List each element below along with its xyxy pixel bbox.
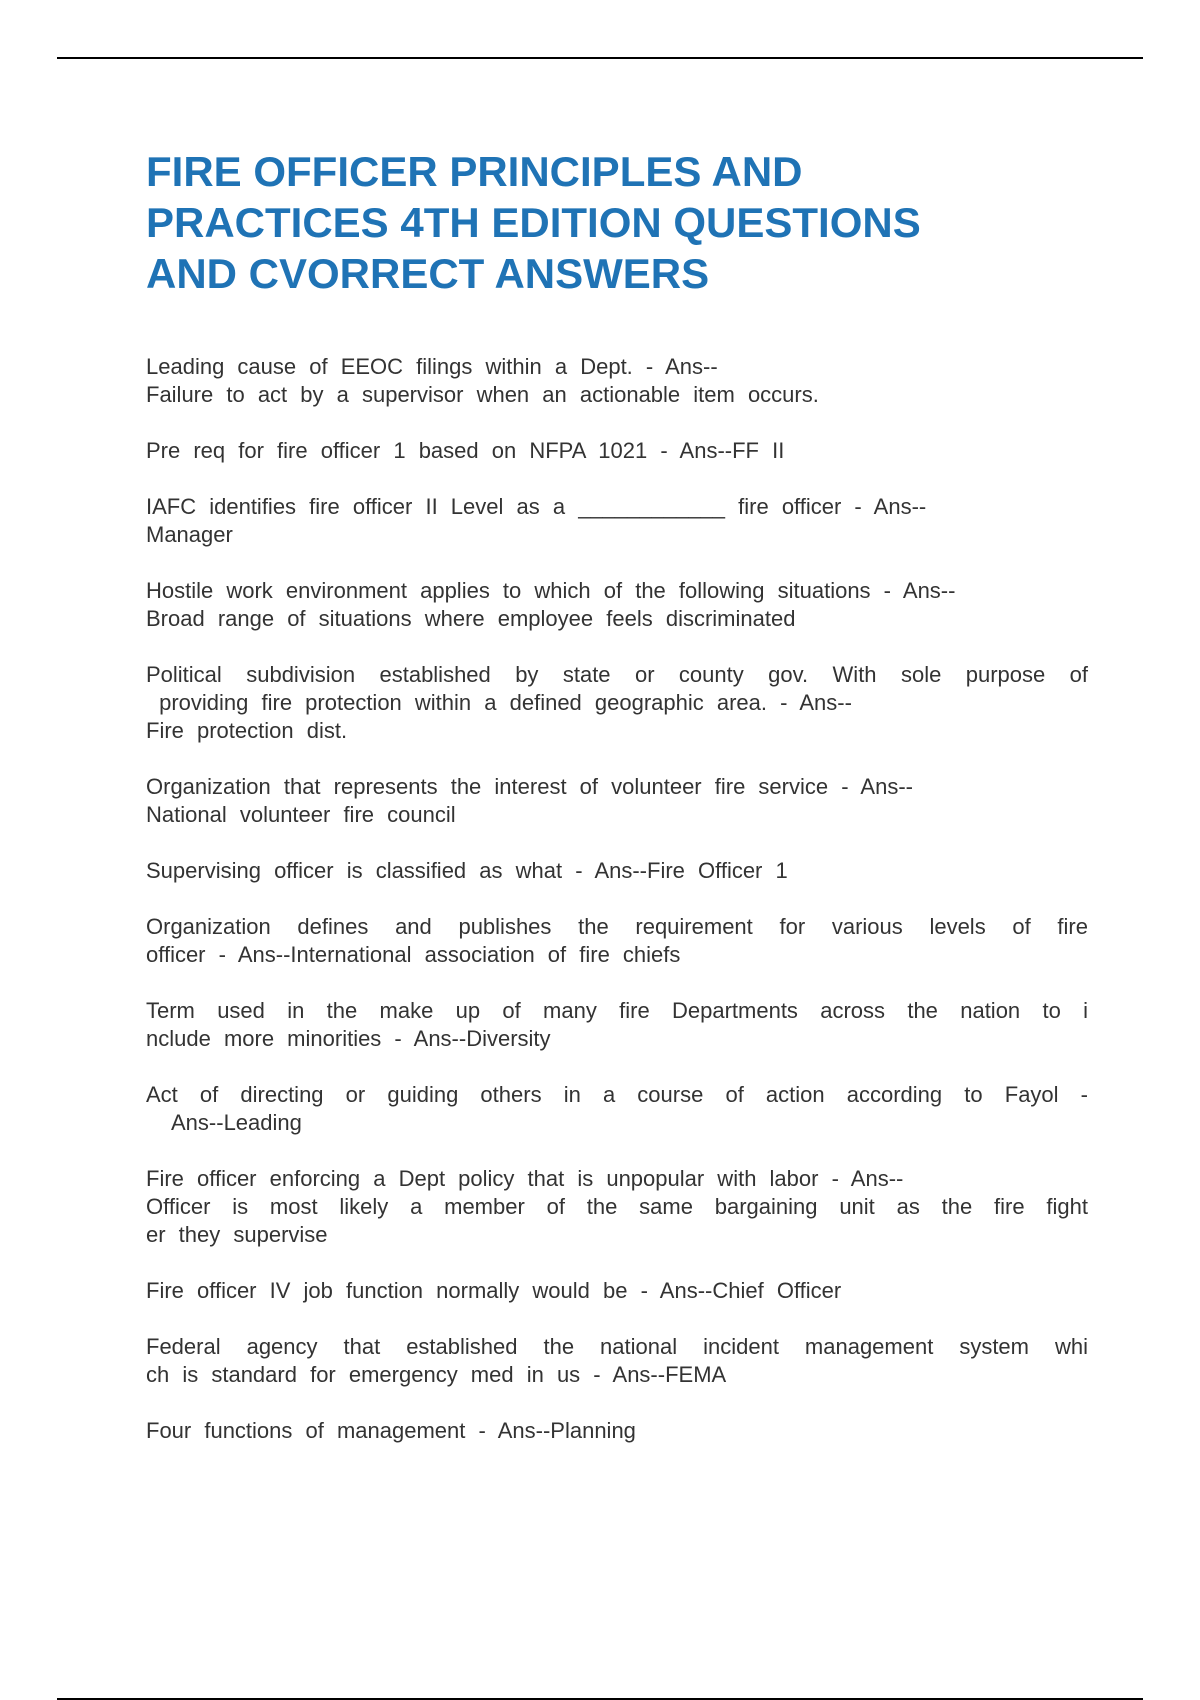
qa-list bbox=[146, 353, 1088, 1473]
qa-item bbox=[146, 773, 1088, 829]
top-rule bbox=[57, 57, 1143, 59]
qa-item bbox=[146, 997, 1088, 1053]
qa-item bbox=[146, 1333, 1088, 1389]
qa-line: Hostile work environment applies to which of the following situations - Ans-- bbox=[146, 578, 956, 603]
qa-line: Four functions of management - Ans--Planning bbox=[146, 1418, 636, 1443]
title-line: FIRE OFFICER PRINCIPLES AND bbox=[146, 148, 803, 195]
qa-line: Pre req for fire officer 1 based on NFPA 1021 - Ans--FF II bbox=[146, 438, 785, 463]
qa-item bbox=[146, 1277, 1088, 1305]
qa-item bbox=[146, 577, 1088, 633]
qa-line: providing fire protection within a defined geographic area. - Ans-- bbox=[146, 690, 852, 715]
qa-line: Broad range of situations where employee feels discriminated bbox=[146, 606, 796, 631]
qa-line: er they supervise bbox=[146, 1222, 328, 1247]
qa-item bbox=[146, 913, 1088, 969]
qa-line: Manager bbox=[146, 522, 233, 547]
qa-item bbox=[146, 857, 1088, 885]
qa-line: officer - Ans--International association of fire chiefs bbox=[146, 942, 681, 967]
qa-item bbox=[146, 1081, 1088, 1137]
qa-item bbox=[146, 1165, 1088, 1249]
qa-item bbox=[146, 353, 1088, 409]
qa-line: Supervising officer is classified as what - Ans--Fire Officer 1 bbox=[146, 858, 788, 883]
qa-line: Federal agency that established the national incident management system whi bbox=[146, 1334, 1088, 1359]
qa-line: Fire officer IV job function normally would be - Ans--Chief Officer bbox=[146, 1278, 842, 1303]
qa-item bbox=[146, 661, 1088, 745]
qa-line: ch is standard for emergency med in us - Ans--FEMA bbox=[146, 1362, 727, 1387]
title-line: PRACTICES 4TH EDITION QUESTIONS bbox=[146, 199, 921, 246]
qa-line: Organization defines and publishes the requirement for various levels of fire bbox=[146, 914, 1088, 939]
document-title bbox=[146, 146, 1046, 299]
qa-line: Fire protection dist. bbox=[146, 718, 348, 743]
qa-line: Organization that represents the interest of volunteer fire service - Ans-- bbox=[146, 774, 913, 799]
qa-item bbox=[146, 1417, 1088, 1445]
qa-line: Officer is most likely a member of the same bargaining unit as the fire fight bbox=[146, 1194, 1088, 1219]
qa-line: Ans--Leading bbox=[146, 1110, 302, 1135]
qa-line: IAFC identifies fire officer II Level as a ____________ fire officer - Ans-- bbox=[146, 494, 927, 519]
qa-line: Leading cause of EEOC filings within a Dept. - Ans-- bbox=[146, 354, 718, 379]
qa-item bbox=[146, 437, 1088, 465]
qa-line: Political subdivision established by state or county gov. With sole purpose of bbox=[146, 662, 1088, 687]
qa-line: Act of directing or guiding others in a course of action according to Fayol - bbox=[146, 1082, 1088, 1107]
title-line: AND CVORRECT ANSWERS bbox=[146, 250, 710, 297]
qa-line: National volunteer fire council bbox=[146, 802, 456, 827]
qa-line: Term used in the make up of many fire Departments across the nation to i bbox=[146, 998, 1088, 1023]
qa-line: Fire officer enforcing a Dept policy that is unpopular with labor - Ans-- bbox=[146, 1166, 904, 1191]
qa-item bbox=[146, 493, 1088, 549]
qa-line: Failure to act by a supervisor when an actionable item occurs. bbox=[146, 382, 819, 407]
qa-line: nclude more minorities - Ans--Diversity bbox=[146, 1026, 551, 1051]
